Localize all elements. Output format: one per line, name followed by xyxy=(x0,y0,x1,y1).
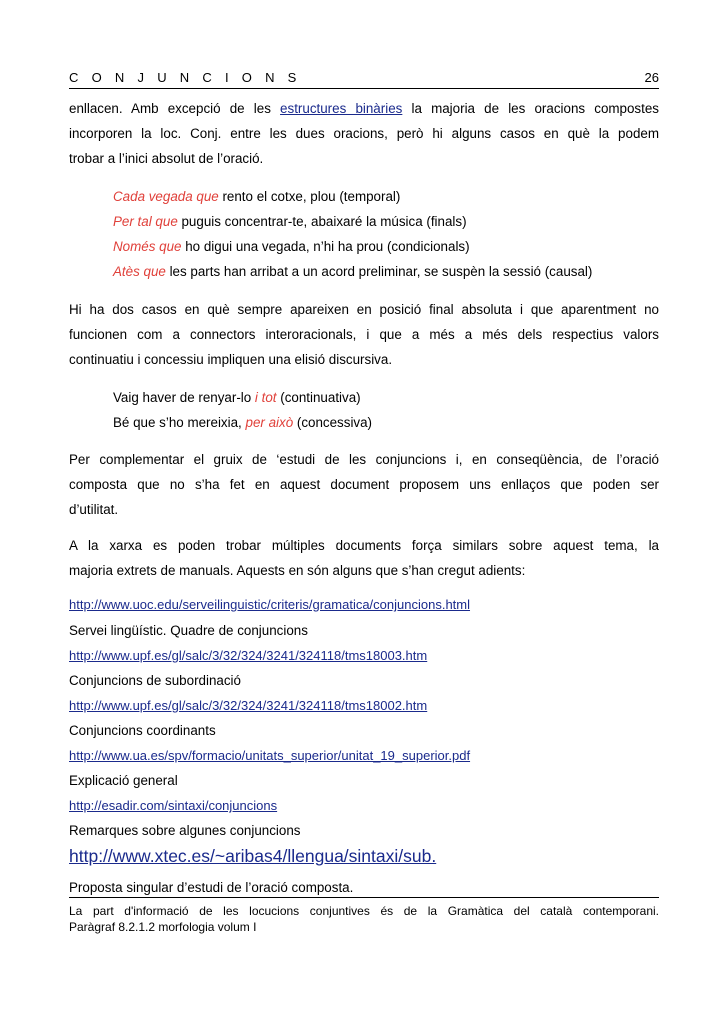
paragraph-final-position xyxy=(69,297,659,372)
example-final: Per tal que puguis concentrar-te, abaixaré la música (finals) xyxy=(113,214,467,229)
link-uoc[interactable]: http://www.uoc.edu/serveilinguistic/criteris/gramatica/conjuncions.html xyxy=(69,597,471,612)
link-description: Conjuncions coordinants xyxy=(69,723,216,738)
paragraph-line: Hi ha dos casos en què sempre apareixen en posició final absoluta i que aparentment no xyxy=(69,302,659,317)
paragraph-line: funcionen com a connectors interoracionals, i que a més a més dels respectius valors xyxy=(69,327,659,342)
link-description: Proposta singular d’estudi de l’oració composta. xyxy=(69,880,354,895)
paragraph-line: trobar a l’inici absolut de l’oració. xyxy=(69,151,264,166)
link-esadir[interactable]: http://esadir.com/sintaxi/conjuncions xyxy=(69,798,278,813)
link-description: Servei lingüístic. Quadre de conjuncions xyxy=(69,623,308,638)
paragraph-line: incorporen la loc. Conj. entre les dues oracions, però hi alguns casos en què la podem xyxy=(69,126,659,141)
example-temporal: Cada vegada que rento el cotxe, plou (temporal) xyxy=(113,189,401,204)
page-number: 26 xyxy=(644,70,659,85)
example-concessive: Bé que s’ho mereixia, per això (concessiva) xyxy=(113,415,373,430)
paragraph-complement xyxy=(69,447,659,522)
footnote-separator xyxy=(69,897,659,898)
paragraph-intro xyxy=(69,96,659,171)
paragraph-web xyxy=(69,533,659,583)
paragraph-line: enllacen. Amb excepció de les estructures binàries la majoria de les oracions compostes xyxy=(69,101,659,116)
example-continuative: Vaig haver de renyar-lo i tot (continuativa) xyxy=(113,390,361,405)
paragraph-line: A la xarxa es poden trobar múltiples documents força similars sobre aquest tema, la xyxy=(69,538,659,553)
link-description: Remarques sobre algunes conjuncions xyxy=(69,823,301,838)
paragraph-line: Per complementar el gruix de ‘estudi de les conjuncions i, en conseqüència, de l’oració xyxy=(69,452,659,467)
footnote-line: Paràgraf 8.2.1.2 morfologia volum I xyxy=(69,920,257,934)
footnote xyxy=(69,903,659,935)
link-description: Explicació general xyxy=(69,773,178,788)
paragraph-line: majoria extrets de manuals. Aquests en són alguns que s’han cregut adients: xyxy=(69,563,526,578)
link-description: Conjuncions de subordinació xyxy=(69,673,241,688)
page-header xyxy=(69,70,659,89)
paragraph-line: continuatiu i concessiu impliquen una elisió discursiva. xyxy=(69,352,393,367)
link-upf-subordination[interactable]: http://www.upf.es/gl/salc/3/32/324/3241/324118/tms18003.htm xyxy=(69,648,428,663)
link-xtec[interactable]: http://www.xtec.es/~aribas4/llengua/sintaxi/sub. xyxy=(69,846,437,866)
paragraph-line: composta que no s’ha fet en aquest document proposem uns enllaços que poden ser xyxy=(69,477,659,492)
example-causal: Atès que les parts han arribat a un acord preliminar, se suspèn la sessió (causal) xyxy=(113,264,593,279)
footnote-line: La part d'informació de les locucions conjuntives és de la Gramàtica del català contemporani. xyxy=(69,904,659,918)
link-ua[interactable]: http://www.ua.es/spv/formacio/unitats_superior/unitat_19_superior.pdf xyxy=(69,748,471,763)
example-conditional: Només que ho digui una vegada, n’hi ha prou (condicionals) xyxy=(113,239,470,254)
header-title: CONJUNCIONS xyxy=(69,70,310,85)
link-upf-coordinants[interactable]: http://www.upf.es/gl/salc/3/32/324/3241/324118/tms18002.htm xyxy=(69,698,428,713)
paragraph-line: d’utilitat. xyxy=(69,502,119,517)
binary-structures-link[interactable]: estructures binàries xyxy=(280,101,403,116)
